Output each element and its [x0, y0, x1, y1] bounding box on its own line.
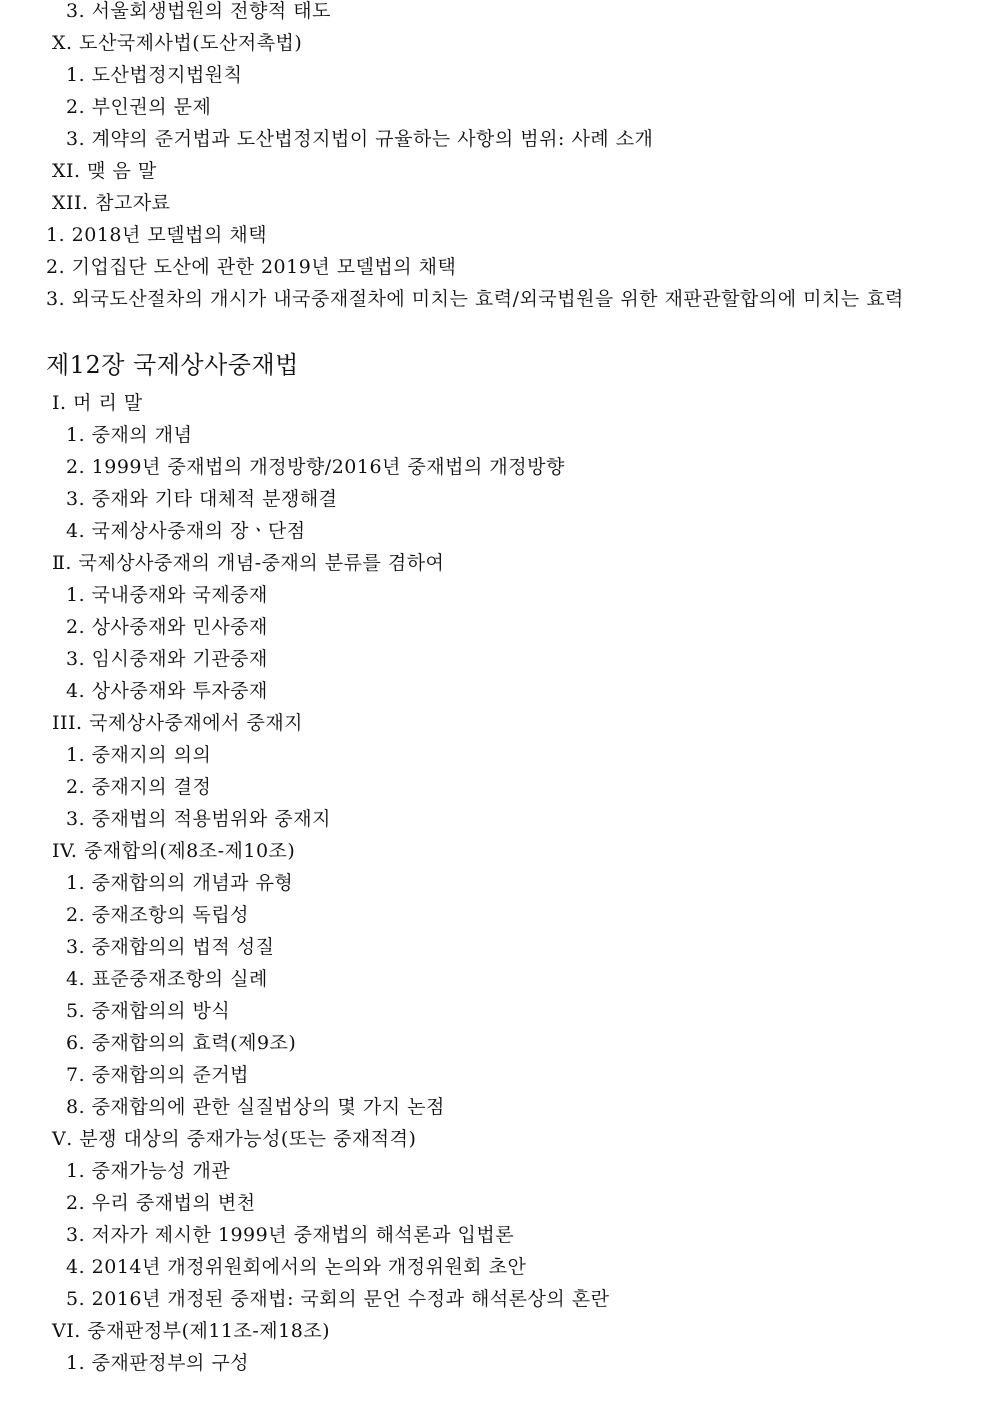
toc-entry: 3. 중재합의의 법적 성질 [66, 936, 275, 958]
toc-entry: 4. 상사중재와 투자중재 [66, 680, 268, 702]
toc-entry: 1. 중재지의 의의 [66, 744, 212, 766]
toc-section-heading: XI. 맺 음 말 [52, 160, 157, 182]
toc-entry: 2. 1999년 중재법의 개정방향/2016년 중재법의 개정방향 [66, 456, 565, 478]
toc-entry: 6. 중재합의의 효력(제9조) [66, 1032, 297, 1054]
toc-entry: 4. 국제상사중재의 장ㆍ단점 [66, 520, 306, 542]
toc-section-heading: Ⅰ. 머 리 말 [52, 392, 143, 414]
toc-entry: 3. 중재와 기타 대체적 분쟁해결 [66, 488, 338, 510]
toc-entry: 3. 서울회생법원의 전향적 태도 [66, 0, 331, 22]
chapter-title: 제12장 국제상사중재법 [46, 351, 299, 379]
toc-section-heading: VI. 중재판정부(제11조-제18조) [52, 1320, 331, 1342]
toc-entry: 2. 우리 중재법의 변천 [66, 1192, 256, 1214]
toc-entry: 2. 중재조항의 독립성 [66, 904, 250, 926]
toc-entry: 3. 저자가 제시한 1999년 중재법의 해석론과 입법론 [66, 1224, 515, 1246]
toc-entry: 5. 2016년 개정된 중재법: 국회의 문언 수정과 해석론상의 혼란 [66, 1288, 610, 1310]
toc-entry: 3. 임시중재와 기관중재 [66, 648, 268, 670]
toc-entry: 4. 표준중재조항의 실례 [66, 968, 268, 990]
toc-entry: 1. 중재의 개념 [66, 424, 193, 446]
toc-entry: 2. 상사중재와 민사중재 [66, 616, 268, 638]
toc-entry: 1. 2018년 모델법의 채택 [46, 224, 268, 246]
toc-entry: 7. 중재합의의 준거법 [66, 1064, 250, 1086]
toc-entry: 1. 국내중재와 국제중재 [66, 584, 268, 606]
toc-entry: 4. 2014년 개정위원회에서의 논의와 개정위원회 초안 [66, 1256, 527, 1278]
toc-entry: 5. 중재합의의 방식 [66, 1000, 231, 1022]
toc-section-heading: III. 국제상사중재에서 중재지 [52, 712, 304, 734]
toc-section-heading: Ⅱ. 국제상사중재의 개념-중재의 분류를 겸하여 [52, 552, 445, 574]
toc-section-heading: Ⅹ. 도산국제사법(도산저촉법) [52, 32, 303, 54]
toc-entry: 1. 도산법정지법원칙 [66, 64, 243, 86]
toc-entry: 3. 계약의 준거법과 도산법정지법이 규율하는 사항의 범위: 사례 소개 [66, 128, 654, 150]
toc-entry: 8. 중재합의에 관한 실질법상의 몇 가지 논점 [66, 1096, 445, 1118]
toc-section-heading: Ⅴ. 분쟁 대상의 중재가능성(또는 중재적격) [52, 1128, 417, 1150]
toc-section-heading: IV. 중재합의(제8조-제10조) [52, 840, 296, 862]
toc-entry: 3. 중재법의 적용범위와 중재지 [66, 808, 331, 830]
toc-entry: 1. 중재가능성 개관 [66, 1160, 231, 1182]
toc-entry: 1. 중재판정부의 구성 [66, 1352, 250, 1374]
toc-entry: 1. 중재합의의 개념과 유형 [66, 872, 294, 894]
toc-section-heading: XII. 참고자료 [52, 192, 171, 214]
toc-entry: 2. 중재지의 결정 [66, 776, 212, 798]
toc-entry: 2. 부인권의 문제 [66, 96, 212, 118]
toc-entry: 3. 외국도산절차의 개시가 내국중재절차에 미치는 효력/외국법원을 위한 재판관할합의에 미치는 효력 [46, 288, 904, 310]
toc-entry: 2. 기업집단 도산에 관한 2019년 모델법의 채택 [46, 256, 457, 278]
